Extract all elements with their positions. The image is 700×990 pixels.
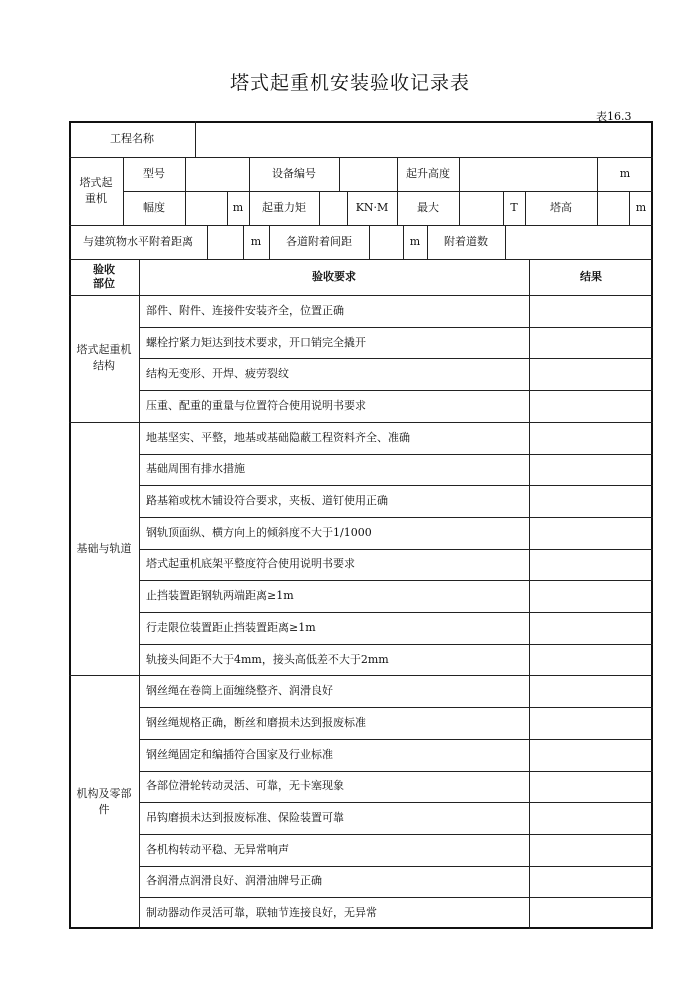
grid-line <box>139 358 653 359</box>
grid-line <box>597 191 598 225</box>
table-number: 表16.3 <box>596 110 632 123</box>
grid-line <box>139 485 653 486</box>
requirement-text: 轨接头间距不大于4mm，接头高低差不大于2mm <box>146 652 389 666</box>
grid-line <box>139 327 653 328</box>
grid-line <box>139 834 653 835</box>
attach-spacing-label: 各道附着间距 <box>286 235 352 248</box>
requirement-text: 制动器动作灵活可靠，联轴节连接良好，无异常 <box>146 906 377 920</box>
grid-line <box>139 897 653 898</box>
project-name-label: 工程名称 <box>110 132 154 145</box>
grid-line <box>185 191 186 225</box>
lift-moment-unit: KN·M <box>355 201 389 214</box>
grid-line <box>139 454 653 455</box>
attach-distance-unit: m <box>250 235 262 248</box>
tower-height-label: 塔高 <box>550 201 572 214</box>
model-label: 型号 <box>143 167 165 180</box>
grid-line <box>69 259 653 260</box>
grid-line <box>347 191 348 225</box>
requirement-text: 钢轨顶面纵、横方向上的倾斜度不大于1/1000 <box>146 525 372 539</box>
grid-line <box>319 191 320 225</box>
grid-line <box>139 707 653 708</box>
column-header-result: 结果 <box>580 270 602 283</box>
grid-line <box>397 157 398 191</box>
attach-spacing-unit: m <box>409 235 421 248</box>
grid-line <box>269 225 270 259</box>
grid-line <box>227 191 228 225</box>
requirement-text: 吊钩磨损未达到报废标准、保险装置可靠 <box>146 811 344 825</box>
grid-line <box>139 644 653 645</box>
grid-line <box>195 121 196 157</box>
requirement-text: 塔式起重机底架平整度符合使用说明书要求 <box>146 557 355 571</box>
requirement-text: 钢丝绳固定和编插符合国家及行业标准 <box>146 747 333 761</box>
requirement-text: 各部位滑轮转动灵活、可靠，无卡塞现象 <box>146 779 344 793</box>
section-name: 塔式起重机 结构 <box>76 343 132 373</box>
requirement-text: 行走限位装置距止挡装置距离≥1m <box>146 620 316 634</box>
tower-height-unit: m <box>635 201 647 214</box>
grid-line <box>339 157 340 191</box>
page-title: 塔式起重机安装验收记录表 <box>229 72 470 94</box>
column-header-part: 验收 部位 <box>93 263 115 290</box>
grid-line <box>597 157 598 191</box>
grid-line <box>459 157 460 191</box>
grid-line <box>503 191 504 225</box>
column-header-requirement: 验收要求 <box>312 270 356 283</box>
table-border <box>69 121 653 929</box>
grid-line <box>249 191 250 225</box>
section-name: 基础与轨道 <box>76 541 132 555</box>
requirement-text: 基础周围有排水措施 <box>146 462 245 476</box>
grid-line <box>459 191 460 225</box>
requirement-text: 地基坚实、平整，地基或基础隐蔽工程资料齐全、准确 <box>146 430 410 444</box>
requirement-text: 路基箱或枕木铺设符合要求，夹板、道钉使用正确 <box>146 494 388 508</box>
attach-count-label: 附着道数 <box>444 235 488 248</box>
grid-line <box>139 739 653 740</box>
grid-line <box>123 191 653 192</box>
requirement-text: 螺栓拧紧力矩达到技术要求，开口销完全撬开 <box>146 335 366 349</box>
grid-line <box>243 225 244 259</box>
requirement-text: 钢丝绳规格正确，断丝和磨损未达到报废标准 <box>146 715 366 729</box>
requirement-text: 结构无变形、开焊、疲劳裂纹 <box>146 367 289 381</box>
grid-line <box>249 157 250 191</box>
grid-line <box>123 157 124 225</box>
grid-line <box>529 259 530 929</box>
grid-line <box>69 422 653 423</box>
grid-line <box>629 191 630 225</box>
acceptance-table <box>69 121 653 929</box>
grid-line <box>69 225 653 226</box>
grid-line <box>505 225 506 259</box>
grid-line <box>139 866 653 867</box>
attach-distance-label: 与建筑物水平附着距离 <box>83 235 193 248</box>
grid-line <box>69 295 653 296</box>
lift-height-unit: m <box>619 167 631 180</box>
grid-line <box>427 225 428 259</box>
grid-line <box>525 191 526 225</box>
grid-line <box>69 675 653 676</box>
section-name: 机构及零部 件 <box>76 787 132 817</box>
amplitude-label: 幅度 <box>143 201 165 214</box>
amplitude-unit: m <box>232 201 244 214</box>
grid-line <box>139 612 653 613</box>
grid-line <box>139 390 653 391</box>
grid-line <box>207 225 208 259</box>
requirement-text: 钢丝绳在卷筒上面缠绕整齐、润滑良好 <box>146 684 333 698</box>
max-unit: T <box>510 201 518 214</box>
lift-moment-label: 起重力矩 <box>262 201 306 214</box>
requirement-text: 各机构转动平稳、无异常响声 <box>146 842 289 856</box>
grid-line <box>139 771 653 772</box>
requirement-text: 部件、附件、连接件安装齐全，位置正确 <box>146 303 344 317</box>
grid-line <box>69 157 653 158</box>
requirement-text: 各润滑点润滑良好、润滑油牌号正确 <box>146 874 322 888</box>
grid-line <box>139 517 653 518</box>
requirement-text: 压重、配重的重量与位置符合使用说明书要求 <box>146 398 366 412</box>
requirement-text: 止挡装置距钢轨两端距离≥1m <box>146 589 294 603</box>
max-label: 最大 <box>417 201 439 214</box>
equipment-no-label: 设备编号 <box>272 167 316 180</box>
grid-line <box>139 259 140 929</box>
crane-label: 塔式起 重机 <box>79 176 113 205</box>
grid-line <box>139 580 653 581</box>
grid-line <box>403 225 404 259</box>
grid-line <box>185 157 186 191</box>
lift-height-label: 起升高度 <box>406 167 450 180</box>
grid-line <box>139 802 653 803</box>
grid-line <box>397 191 398 225</box>
grid-line <box>139 549 653 550</box>
grid-line <box>369 225 370 259</box>
